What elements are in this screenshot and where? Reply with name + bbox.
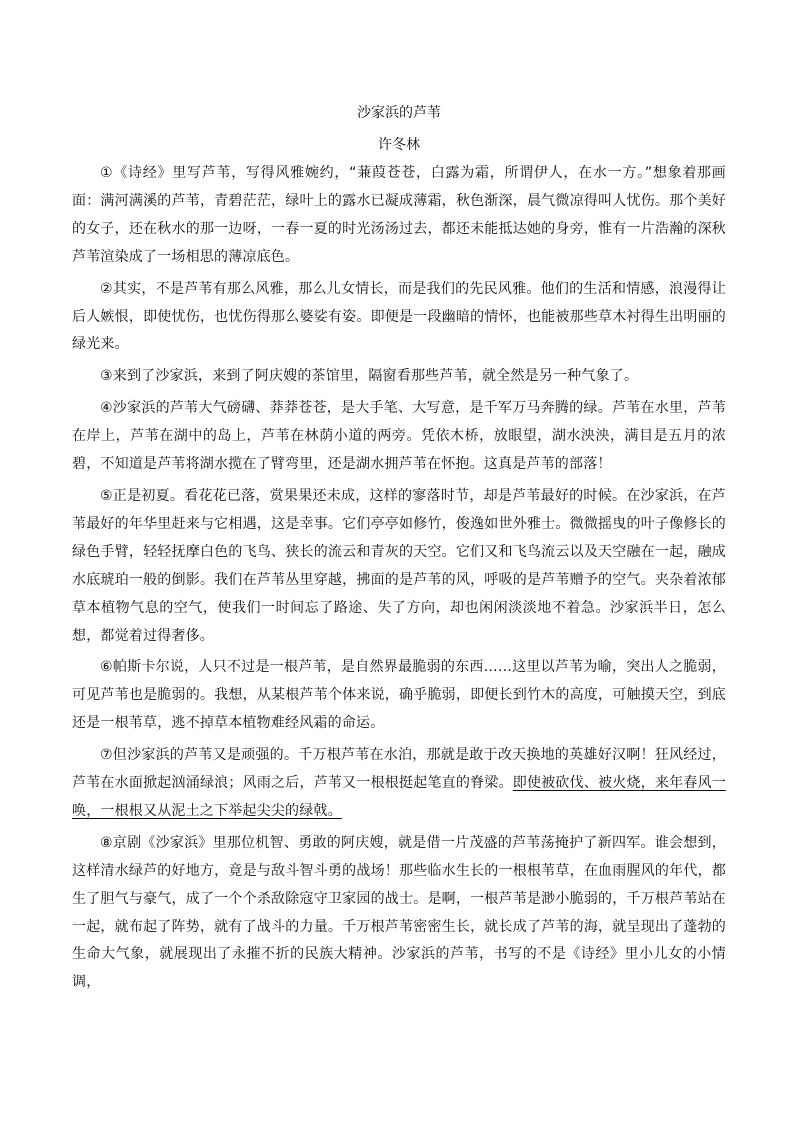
paragraph-5: ⑤正是初夏。看花花已落，赏果果还未成，这样的寥落时节，却是芦苇最好的时候。在沙家浜，在芦苇最好的年华里赶来与它相遇，这是幸事。它们亭亭如修竹，俊逸如世外雅士。微微摇曳的叶子像修长的绿色手臂，轻轻抚摩白色的飞鸟、狭长的流云和青灰的天空。它们又和飞鸟流云以及天空融在一起，融成水底琥珀一般的倒影。我们在芦苇丛里穿越，拂面的是芦苇的风，呼吸的是芦苇赠予的空气。夹杂着浓郁草本植物气息的空气，使我们一时间忘了路途、失了方向，却也闲闲淡淡地不着急。沙家浜半日，怎么想，都觉着过得奢侈。 bbox=[72, 487, 726, 644]
paragraph-7-underlined-sentence: 即使被砍伐、被火烧，来年春风一唤，一根根又从泥土之下举起尖尖的绿戟。 bbox=[72, 775, 726, 819]
paragraph-2: ②其实，不是芦苇有那么风雅，那么儿女情长，而是我们的先民风雅。他们的生活和情感，浪漫得让后人嫉恨，即使忧伤，也忧伤得那么婆娑有姿。即便是一段幽暗的情怀，也能被那些草木衬得生出明丽的绿光来。 bbox=[72, 280, 726, 353]
essay-title: 沙家浜的芦苇 bbox=[357, 105, 441, 121]
paragraph-7 bbox=[72, 742, 726, 826]
essay-body bbox=[72, 160, 726, 997]
paragraph-7-text: ⑦但沙家浜的芦苇又是顽强的。千万根芦苇在水泊，那就是敢于改天换地的英雄好汉啊！狂风经过，芦苇在水面掀起汹涌绿浪；风雨之后，芦苇又一根根挺起笔直的脊梁。 bbox=[72, 747, 726, 792]
essay-author: 许冬林 bbox=[378, 137, 420, 153]
paragraph-6: ⑥帕斯卡尔说，人只不过是一根芦苇，是自然界最脆弱的东西……这里以芦苇为喻，突出人之脆弱，可见芦苇也是脆弱的。我想，从某根芦苇个体来说，确乎脆弱，即便长到竹木的高度，可触摸天空，到底还是一根苇草，逃不掉草本植物难经风霜的命运。 bbox=[72, 659, 726, 732]
paragraph-1: ①《诗经》里写芦苇，写得风雅婉约，“蒹葭苍苍，白露为霜，所谓伊人，在水一方。”想象着那画面：满河满溪的芦苇，青碧茫茫，绿叶上的露水已凝成薄霜，秋色渐深，晨气微凉得叫人忧伤。那个美好的女子，还在秋水的那一边呀，一春一夏的时光汤汤过去，都还未能抵达她的身旁，惟有一片浩瀚的深秋芦苇渲染成了一场相思的薄凉底色。 bbox=[72, 165, 726, 265]
paragraph-3: ③来到了沙家浜，来到了阿庆嫂的茶馆里，隔窗看那些芦苇，就全然是另一种气象了。 bbox=[100, 368, 639, 385]
paragraph-8: ⑧京剧《沙家浜》里那位机智、勇敢的阿庆嫂，就是借一片茂盛的芦苇荡掩护了新四军。谁会想到，这样清水绿芦的好地方，竟是与敌斗智斗勇的战场！那些临水生长的一根根苇草，在血雨腥风的年代，都生了胆气与豪气，成了一个个杀敌除寇守卫家园的战士。是啊，一根芦苇是渺小脆弱的，千万根芦苇站在一起，就布起了阵势，就有了战斗的力量。千万根芦苇密密生长，就长成了芦苇的海，就呈现出了蓬勃的生命大气象，就展现出了永摧不折的民族大精神。沙家浜的芦苇，书写的不是《诗经》里小儿女的小情调， bbox=[72, 834, 726, 991]
paragraph-4: ④沙家浜的芦苇大气磅礴、莽莽苍苍，是大手笔、大写意，是千军万马奔腾的绿。芦苇在水里，芦苇在岸上，芦苇在湖中的岛上，芦苇在林荫小道的两旁。凭依木桥，放眼望，湖水泱泱，满目是五月的浓碧，不知道是芦苇将湖水揽在了臂弯里，还是湖水拥芦苇在怀抱。这真是芦苇的部落！ bbox=[72, 400, 726, 473]
